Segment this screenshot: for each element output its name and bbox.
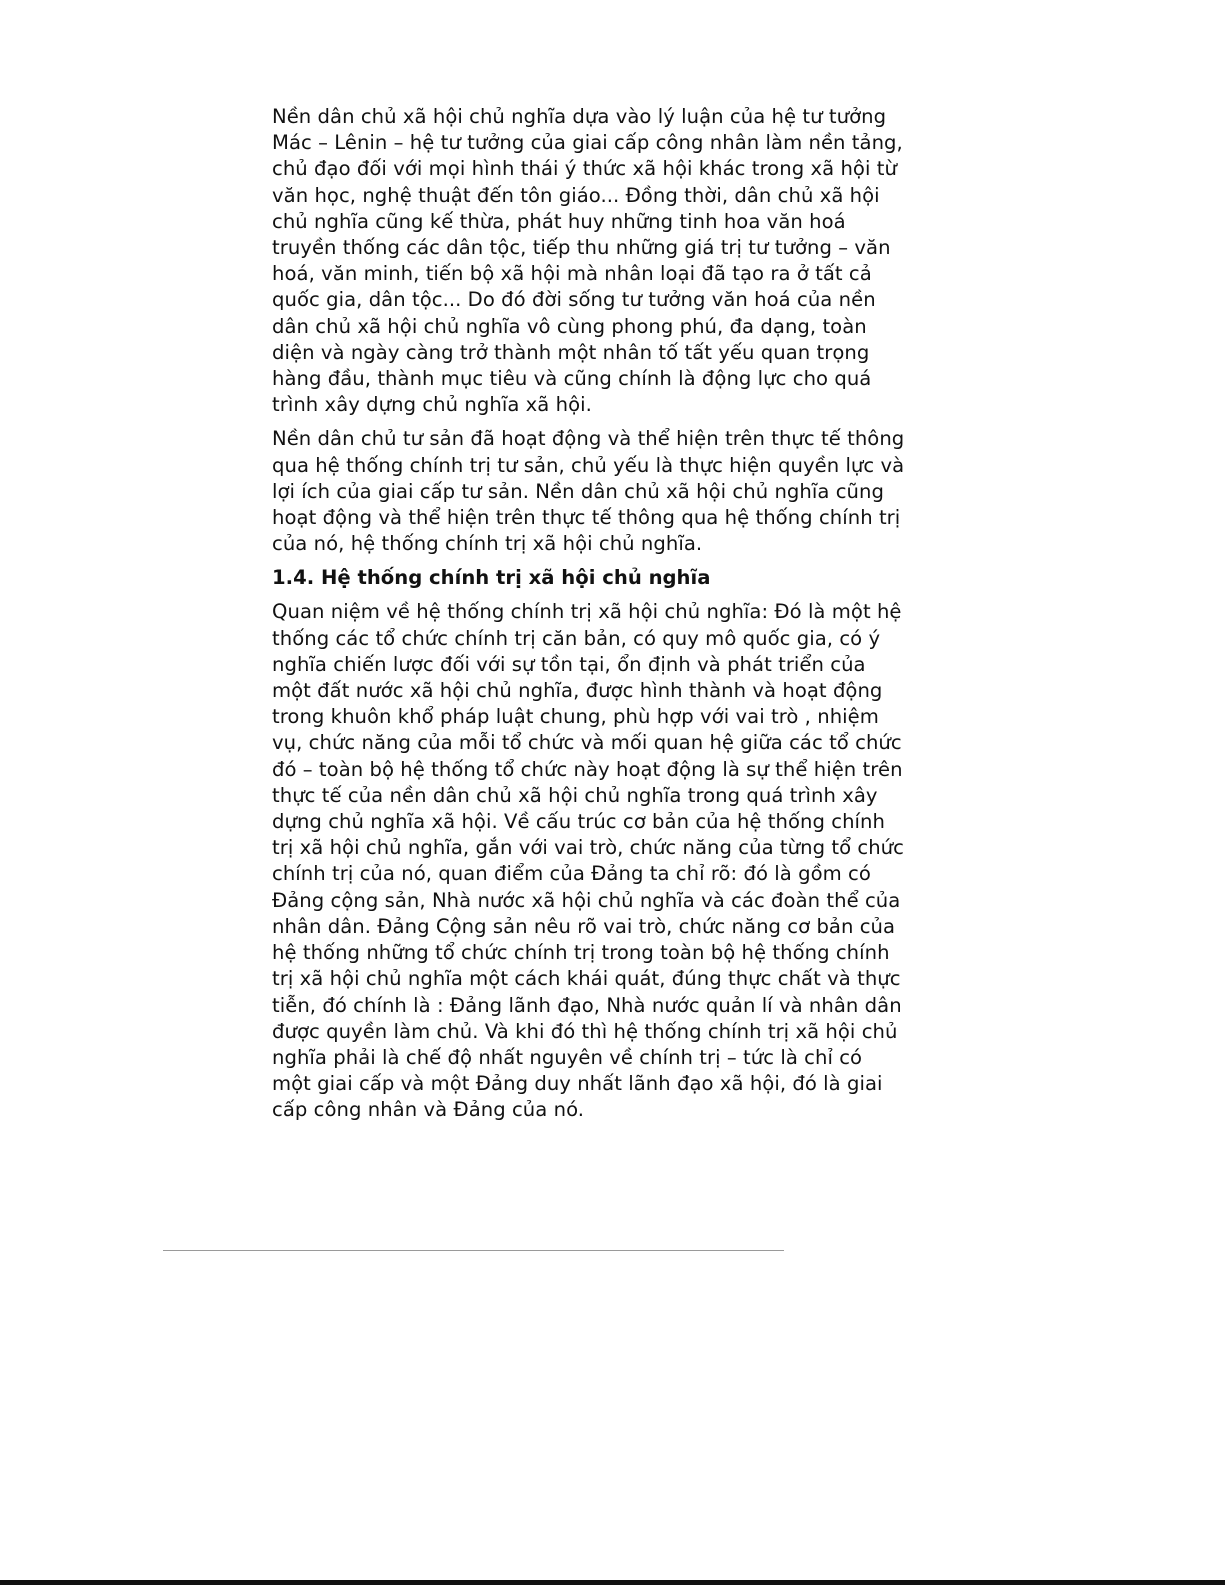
text-line: được quyền làm chủ. Và khi đó thì hệ thống chính trị xã hội chủ — [272, 1019, 898, 1043]
text-line: vụ, chức năng của mỗi tổ chức và mối quan hệ giữa các tổ chức — [272, 731, 902, 755]
text-line: trị xã hội chủ nghĩa một cách khái quát, đúng thực chất và thực — [272, 967, 901, 991]
text-line: Đảng cộng sản, Nhà nước xã hội chủ nghĩa và các đoàn thể của — [272, 888, 901, 912]
paragraph-3 — [272, 599, 944, 1123]
text-line: lợi ích của giai cấp tư sản. Nền dân chủ xã hội chủ nghĩa cũng — [272, 479, 884, 503]
footer-divider — [163, 1250, 784, 1251]
text-line: một đất nước xã hội chủ nghĩa, được hình thành và hoạt động — [272, 679, 883, 703]
paragraph-2 — [272, 426, 944, 557]
text-line: nghĩa phải là chế độ nhất nguyên về chính trị – tức là chỉ có — [272, 1045, 863, 1069]
text-line: trong khuôn khổ pháp luật chung, phù hợp với vai trò , nhiệm — [272, 705, 879, 729]
text-line: của nó, hệ thống chính trị xã hội chủ nghĩa. — [272, 532, 703, 556]
text-line: thống các tổ chức chính trị căn bản, có quy mô quốc gia, có ý — [272, 626, 881, 650]
text-line: hàng đầu, thành mục tiêu và cũng chính là động lực cho quá — [272, 367, 872, 391]
text-line: Nền dân chủ tư sản đã hoạt động và thể hiện trên thực tế thông — [272, 427, 905, 451]
text-line: tiễn, đó chính là : Đảng lãnh đạo, Nhà nước quản lí và nhân dân — [272, 993, 902, 1017]
text-line: trị xã hội chủ nghĩa, gắn với vai trò, chức năng của từng tổ chức — [272, 836, 904, 860]
text-line: qua hệ thống chính trị tư sản, chủ yếu là thực hiện quyền lực và — [272, 453, 905, 477]
text-line: chính trị của nó, quan điểm của Đảng ta chỉ rõ: đó là gồm có — [272, 862, 871, 886]
text-line: văn học, nghệ thuật đến tôn giáo... Đồng thời, dân chủ xã hội — [272, 183, 880, 207]
text-line: dân chủ xã hội chủ nghĩa vô cùng phong phú, đa dạng, toàn — [272, 314, 867, 338]
text-line: chủ đạo đối với mọi hình thái ý thức xã hội khác trong xã hội từ — [272, 157, 897, 181]
text-line: quốc gia, dân tộc... Do đó đời sống tư tưởng văn hoá của nền — [272, 288, 876, 312]
text-line: dựng chủ nghĩa xã hội. Về cấu trúc cơ bản của hệ thống chính — [272, 810, 885, 834]
text-line: Quan niệm về hệ thống chính trị xã hội chủ nghĩa: Đó là một hệ — [272, 600, 902, 624]
text-line: Mác – Lênin – hệ tư tưởng của giai cấp công nhân làm nền tảng, — [272, 131, 903, 155]
text-line: hoá, văn minh, tiến bộ xã hội mà nhân loại đã tạo ra ở tất cả — [272, 262, 872, 286]
text-line: chủ nghĩa cũng kế thừa, phát huy những tinh hoa văn hoá — [272, 209, 846, 233]
document-body — [272, 104, 944, 1132]
text-line: hệ thống những tổ chức chính trị trong toàn bộ hệ thống chính — [272, 941, 890, 965]
text-line: nghĩa chiến lược đối với sự tồn tại, ổn định và phát triển của — [272, 652, 866, 676]
text-line: một giai cấp và một Đảng duy nhất lãnh đạo xã hội, đó là giai — [272, 1072, 883, 1096]
paragraph-1 — [272, 104, 944, 418]
text-line: trình xây dựng chủ nghĩa xã hội. — [272, 393, 592, 417]
text-line: diện và ngày càng trở thành một nhân tố tất yếu quan trọng — [272, 340, 870, 364]
text-line: Nền dân chủ xã hội chủ nghĩa dựa vào lý luận của hệ tư tưởng — [272, 105, 887, 128]
page-bottom-edge — [0, 1580, 1225, 1585]
text-line: nhân dân. Đảng Cộng sản nêu rõ vai trò, chức năng cơ bản của — [272, 914, 896, 938]
text-line: thực tế của nền dân chủ xã hội chủ nghĩa trong quá trình xây — [272, 783, 878, 807]
text-line: cấp công nhân và Đảng của nó. — [272, 1098, 585, 1122]
text-line: truyền thống các dân tộc, tiếp thu những giá trị tư tưởng – văn — [272, 236, 891, 260]
text-line: đó – toàn bộ hệ thống tổ chức này hoạt động là sự thể hiện trên — [272, 757, 903, 781]
text-line: hoạt động và thể hiện trên thực tế thông qua hệ thống chính trị — [272, 506, 901, 530]
section-heading: 1.4. Hệ thống chính trị xã hội chủ nghĩa — [272, 566, 711, 590]
